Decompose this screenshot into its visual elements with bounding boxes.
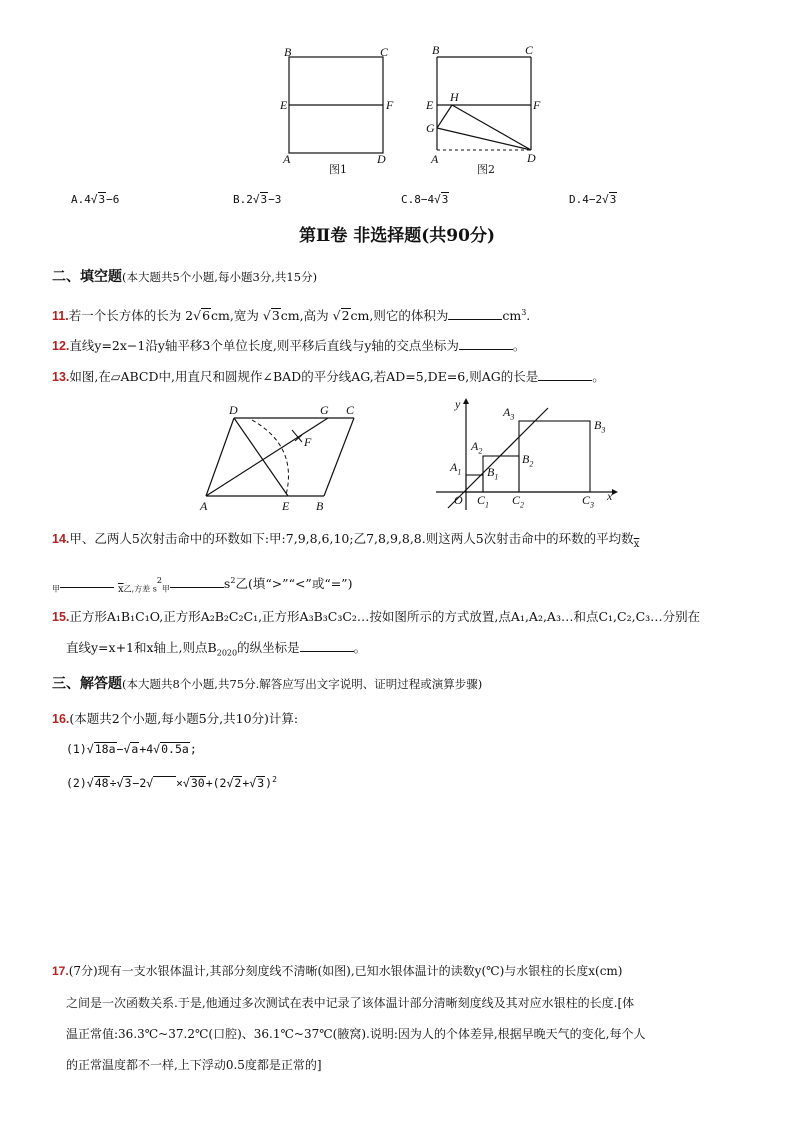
q15-label-c1-letter: C xyxy=(477,493,486,507)
q14-blank-variance[interactable] xyxy=(170,575,224,588)
question-17-line-1 xyxy=(52,962,752,980)
q11-text-3: cm,高为 xyxy=(280,308,333,324)
q15-label-a1-sub: 1 xyxy=(457,467,462,477)
q17-text-1: (7分)现有一支水银体温计,其部分刻度线不清晰(如图),已知水银体温计的读数y(℃)与水银柱的长度x(cm) xyxy=(68,964,623,978)
q15-label-c2 xyxy=(512,494,524,511)
q14-sub-jia-2: 甲 xyxy=(161,584,170,594)
q13-label-g: G xyxy=(320,403,329,417)
q12-end: 。 xyxy=(512,338,526,353)
q11-unit: cm xyxy=(502,308,522,324)
q15-label-c1-sub: 1 xyxy=(485,500,490,510)
part2-heading: 二、填空题 xyxy=(52,269,122,285)
q16-p2-r3 xyxy=(153,776,176,790)
option-a-radicand: 3 xyxy=(98,193,106,206)
fig2-label-f: F xyxy=(533,98,541,112)
q14-sup-1: 2 xyxy=(156,576,162,585)
q16-p2-r5: 2 xyxy=(234,775,242,790)
q11-end: . xyxy=(526,308,531,324)
question-17-line-4: 的正常温度都不一样,上下浮动0.5度都是正常的] xyxy=(66,1058,322,1072)
q16-p2-r6: 3 xyxy=(257,775,265,790)
q13-text: 如图,在▱ABCD中,用直尺和圆规作∠BAD的平分线AG,若AD=5,DE=6,则AG的长是 xyxy=(69,369,539,384)
q15-label-b1 xyxy=(487,466,498,483)
q16-p1-b: − xyxy=(116,742,124,756)
fig2-label-h: H xyxy=(450,90,459,104)
part2-heading-line xyxy=(52,268,752,286)
question-16 xyxy=(52,710,752,728)
fig1-label-e: E xyxy=(280,98,288,112)
q14-text-2f: 乙(填“>”“<”或“=”) xyxy=(235,576,353,592)
question-17-line-2: 之间是一次函数关系.于是,他通过多次测试在表中记录了该体温计部分清晰刻度线及其对应水银柱的长度.[体 xyxy=(66,996,635,1010)
q15-label-b2 xyxy=(522,453,533,470)
option-b[interactable]: B.2√3−3 xyxy=(233,193,282,206)
q16-p1-c: +4 xyxy=(139,742,154,756)
q16-p2-g: ) xyxy=(265,775,273,790)
q14-blank-mean[interactable] xyxy=(60,575,114,588)
q15-label-a3-letter: A xyxy=(503,405,511,419)
q14-text-2c: 乙,方差 s xyxy=(123,584,157,594)
fig2-label-b: B xyxy=(432,43,440,57)
option-a-prefix: A.4 xyxy=(71,193,91,206)
q15-label-b2-letter: B xyxy=(522,452,530,466)
q15-label-a3 xyxy=(503,406,514,423)
option-c-prefix: C.8−4 xyxy=(401,193,435,206)
question-15-line-2 xyxy=(66,639,766,663)
q11-text-4: cm,则它的体积为 xyxy=(350,308,449,324)
part3-heading-line xyxy=(52,675,752,693)
q16-part-1: (1)√18a−√a+4√0.5a; xyxy=(66,742,197,756)
q15-label-c3-sub: 3 xyxy=(590,500,595,510)
q15-end: 。 xyxy=(353,640,367,655)
q16-p1-r1: 18a xyxy=(94,742,116,756)
q11-text-1: 若一个长方体的长为 2 xyxy=(68,308,194,324)
fig2-caption: 图2 xyxy=(477,163,495,176)
q16-p2-e: +(2 xyxy=(205,775,227,790)
q15-text-1: 正方形A₁B₁C₁O,正方形A₂B₂C₂C₁,正方形A₃B₃C₃C₂…按如图所示的方式放置,点A₁,A₂,A₃…和点C₁,C₂,C₃…分别在 xyxy=(69,609,701,624)
q13-answer-blank[interactable] xyxy=(538,368,592,381)
fig1-label-a: A xyxy=(283,152,291,166)
q11-radicand-3: 2 xyxy=(341,308,350,324)
q16-p2-r1: 48 xyxy=(94,775,109,790)
q12-number: 12. xyxy=(52,339,70,353)
q15-label-y: y xyxy=(455,397,461,411)
option-b-suffix: −3 xyxy=(268,193,282,206)
q13-label-f: F xyxy=(304,435,312,449)
question-13 xyxy=(52,368,752,386)
q15-label-o: O xyxy=(454,493,463,507)
section-title: 第Ⅱ卷 非选择题(共90分) xyxy=(299,226,495,246)
option-d-radicand: 3 xyxy=(609,193,617,206)
q15-label-c2-letter: C xyxy=(512,493,521,507)
q15-number: 15. xyxy=(52,610,70,624)
q11-text-2: cm,宽为 xyxy=(211,308,263,324)
q14-number: 14. xyxy=(52,532,70,546)
q15-label-c2-sub: 2 xyxy=(520,500,525,510)
q16-p2-r2: 3 xyxy=(124,775,132,790)
option-a-suffix: −6 xyxy=(106,193,120,206)
q12-text: 直线y=2x−1沿y轴平移3个单位长度,则平移后直线与y轴的交点坐标为 xyxy=(69,338,459,353)
q15-answer-blank[interactable] xyxy=(300,639,354,652)
q12-answer-blank[interactable] xyxy=(459,337,513,350)
q16-part-2: (2)√48÷√3−2√ $\times√30+(2√2+√3)^2$ xyxy=(66,775,277,790)
fig2-label-a: A xyxy=(431,152,439,166)
option-b-radicand: 3 xyxy=(260,193,268,206)
fig2-label-e: E xyxy=(426,98,434,112)
question-14-line-1 xyxy=(52,530,752,554)
q15-label-c1 xyxy=(477,494,489,511)
part2-note: (本大题共5个小题,每小题3分,共15分) xyxy=(122,270,318,284)
fig2-label-c: C xyxy=(525,43,534,57)
q15-label-c3-letter: C xyxy=(582,493,591,507)
q15-label-a3-sub: 3 xyxy=(510,412,515,422)
question-15-line-1 xyxy=(52,608,752,626)
fig1-caption: 图1 xyxy=(329,163,347,176)
question-14-line-2 xyxy=(52,572,752,599)
q11-number: 11. xyxy=(52,309,69,324)
option-a[interactable]: A.4√3−6 xyxy=(71,193,120,206)
q16-text: (本题共2个小题,每小题5分,共10分)计算: xyxy=(69,711,299,726)
figure-2-folded-rectangle xyxy=(424,40,544,180)
q13-label-e: E xyxy=(282,499,290,513)
option-d[interactable]: D.4−2√3 xyxy=(569,193,617,206)
q14-text-2e: s xyxy=(223,576,231,592)
q16-p2-b: ÷ xyxy=(109,775,117,790)
q16-number: 16. xyxy=(52,712,70,726)
q11-radicand-1: 6 xyxy=(202,308,211,324)
q15-label-b2-sub: 2 xyxy=(529,459,534,469)
fig2-label-g: G xyxy=(426,121,435,135)
q15-label-b3-letter: B xyxy=(594,418,602,432)
q14-sup-2: 2 xyxy=(230,576,236,585)
q16-p2-c: −2 xyxy=(132,775,147,790)
q14-xbar: x xyxy=(633,539,640,550)
q15-label-b3 xyxy=(594,419,605,436)
q16-p2-a: (2) xyxy=(66,775,87,790)
fig1-label-d: D xyxy=(377,152,386,166)
q15-text-2a: 直线y=x+1和x轴上,则点B xyxy=(66,640,217,655)
q16-p2-r4: 30 xyxy=(190,775,205,790)
q15-label-a2-sub: 2 xyxy=(478,446,483,456)
part3-heading: 三、解答题 xyxy=(52,676,122,692)
q15-label-b1-letter: B xyxy=(487,465,495,479)
option-c[interactable]: C.8−4√3 xyxy=(401,193,449,206)
part3-note: (本大题共8个小题,共75分.解答应写出文字说明、证明过程或演算步骤) xyxy=(122,677,483,691)
q15-label-b1-sub: 1 xyxy=(494,472,499,482)
option-b-prefix: B.2 xyxy=(233,193,253,206)
q16-p2-d: × xyxy=(175,775,183,790)
q11-radicand-2: 3 xyxy=(271,308,280,324)
q15-label-c3 xyxy=(582,494,594,511)
q16-p2-f: + xyxy=(242,775,250,790)
fig1-label-b: B xyxy=(284,45,292,59)
question-11: 11.若一个长方体的长为 2√6cm,宽为 √3cm,高为 √2cm,则它的体积为 $cm^3$. xyxy=(52,308,531,324)
q16-p1-d: ; xyxy=(189,742,197,756)
q14-sub-jia: 甲 xyxy=(52,584,60,594)
question-17-line-3: 温正常值:36.3℃~37.2℃(口腔)、36.1℃~37℃(腋窝).说明:因为人的个体差异,根据早晚天气的变化,每个人 xyxy=(66,1027,646,1041)
q16-p1-a: (1) xyxy=(66,742,87,756)
fig1-label-f: F xyxy=(386,98,394,112)
q15-label-b3-sub: 3 xyxy=(601,425,606,435)
q15-label-a1-letter: A xyxy=(450,460,458,474)
q16-p1-r3: 0.5a xyxy=(161,742,189,756)
q15-label-x: x xyxy=(607,489,613,503)
q15-sub-2020: 2020 xyxy=(216,648,238,658)
q15-text-2b: 的纵坐标是 xyxy=(237,640,300,655)
q16-p1-r2: a xyxy=(131,742,139,756)
q13-label-a: A xyxy=(200,499,208,513)
q13-label-d: D xyxy=(229,403,238,417)
q15-label-a1 xyxy=(450,461,461,478)
q17-number: 17. xyxy=(52,964,69,978)
q13-end: 。 xyxy=(592,369,605,384)
q13-label-b: B xyxy=(316,499,324,513)
question-12 xyxy=(52,337,752,355)
option-d-prefix: D.4−2 xyxy=(569,193,603,206)
q13-label-c: C xyxy=(346,403,355,417)
q11-answer-blank[interactable] xyxy=(448,307,502,320)
q15-label-a2-letter: A xyxy=(471,439,479,453)
fig2-label-d: D xyxy=(527,151,536,165)
q16-p2-sup: 2 xyxy=(272,775,277,784)
option-c-radicand: 3 xyxy=(441,193,449,206)
q14-xbar-2: x xyxy=(117,584,124,596)
q14-text-1: 甲、乙两人5次射击命中的环数如下:甲:7,9,8,6,10;乙7,8,9,8,8.则这两人5次射击命中的环数的平均数 xyxy=(69,531,634,546)
q15-label-a2 xyxy=(471,440,482,457)
fig1-label-c: C xyxy=(380,45,389,59)
q13-number: 13. xyxy=(52,370,70,384)
q11-unit-sup: 3 xyxy=(521,308,527,317)
